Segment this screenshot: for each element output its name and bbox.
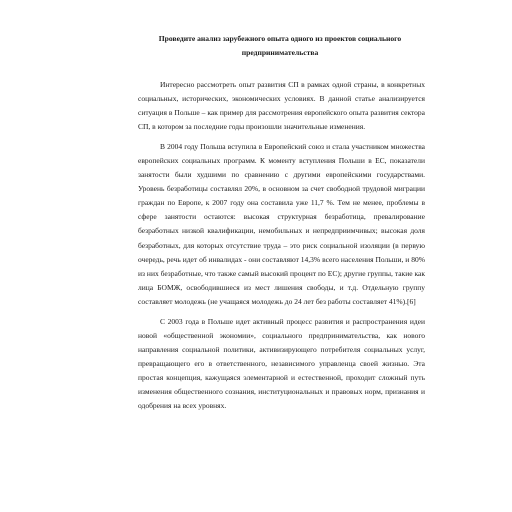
- paragraph-2: В 2004 году Польша вступила в Европейский союз и стала участником множества европейских социальных программ. К моменту вступления Польши в ЕС, показатели занятости были худшими по сравнению с другими европейскими государствами. Уровень безработицы составлял 20%, в основном за счет свободной трудовой миграции граждан по Европе, к 2007 году она составила уже 11,7 %. Тем не менее, проблемы в сфере занятости остаются: высокая структурная безработица, превалирование безработных низкой квалификации, немобильных и непредприимчивых; высокая доля безработных, для которых отсутствие труда – это риск социальной изоляции (в первую очередь, речь идет об инвалидах - они составляют 14,3% всего населения Польши, и 80% из них безработные, что также самый высокий процент по ЕС); другие группы, такие как лица БОМЖ, освободившиеся из мест лишения свободы, и т.д. Отдельную группу составляет молодежь (не учащаяся молодежь до 24 лет без работы составляет 41%).[6]: [138, 141, 425, 306]
- paragraph-3: С 2003 года в Польше идет активный процесс развития и распространения идеи новой «общественной экономии», социального предпринимательства, как нового направления социальной политики, активизирующего потребителя социальных услуг, превращающего его в ответственного, независимого управленца своей жизнью. Эта простая концепция, кажущаяся элементарной и естественной, проходит сложный путь изменения общественного сознания, институциональных и правовых норм, признания и одобрения на всех уровнях.: [138, 316, 425, 411]
- document-title: Проведите анализ зарубежного опыта одного из проектов социального предпринимательства: [158, 34, 402, 57]
- paragraph-1: Интересно рассмотреть опыт развития СП в рамках одной страны, в конкретных социальных, исторических, экономических условиях. В данной статье анализируется ситуация в Польше – как пример для рассмотрения европейского опыта развития сектора СП, в котором за последние годы произошли значительные изменения.: [138, 80, 425, 132]
- document-body: [138, 78, 425, 419]
